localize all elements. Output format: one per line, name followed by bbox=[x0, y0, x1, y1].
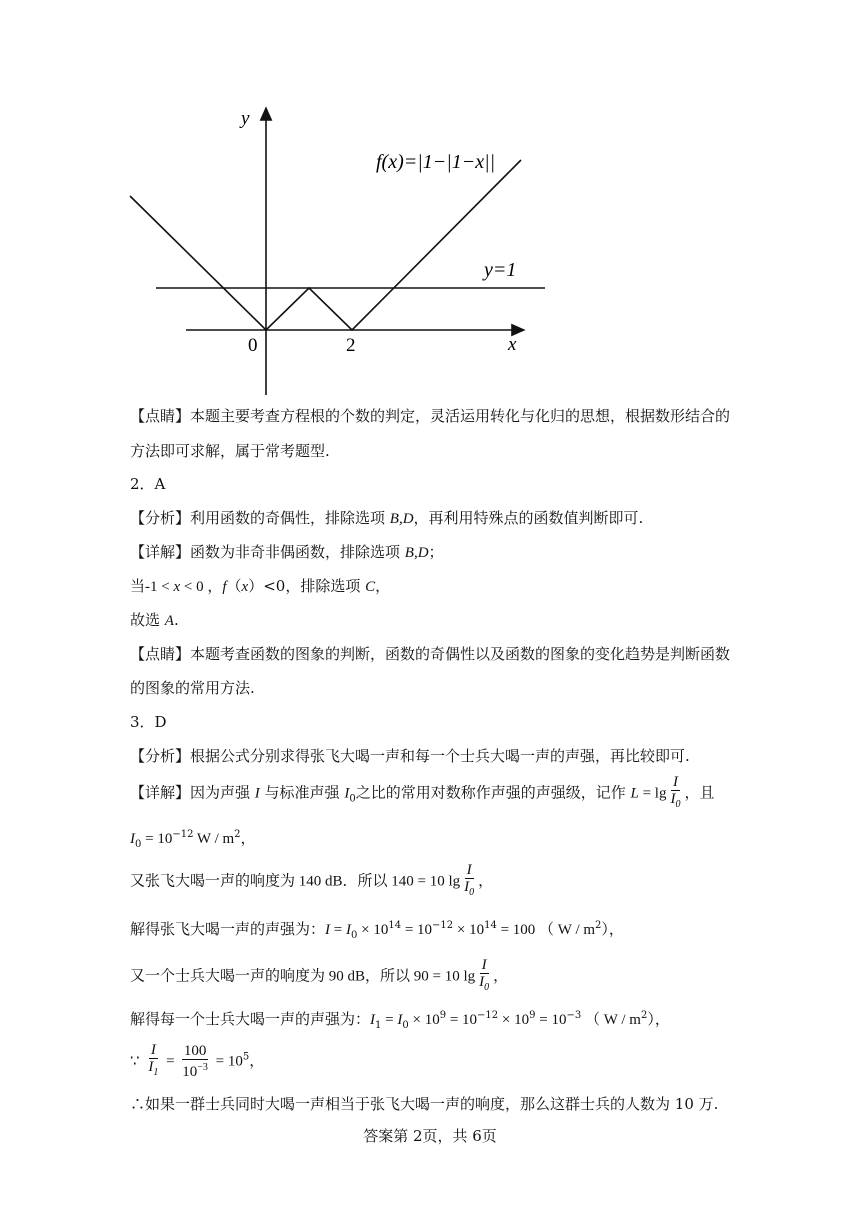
text: ， bbox=[375, 577, 391, 595]
text: = lg bbox=[638, 785, 667, 802]
text: （ W / m bbox=[581, 1012, 641, 1028]
fraction bbox=[146, 1042, 160, 1081]
analysis-2 bbox=[130, 507, 643, 528]
text: 【分析】利用函数的奇偶性，排除选项 bbox=[130, 509, 390, 527]
option-text: B,D bbox=[404, 545, 429, 561]
fraction bbox=[477, 957, 491, 996]
subscript: 1 bbox=[375, 1020, 382, 1031]
subscript: 0 bbox=[350, 930, 358, 941]
detail-3-line-7 bbox=[130, 1042, 264, 1081]
exponent: 2 bbox=[595, 920, 602, 931]
option-text: C bbox=[365, 579, 376, 595]
text: ， bbox=[249, 1051, 265, 1070]
var: x bbox=[173, 579, 181, 595]
exponent: −3 bbox=[566, 1010, 582, 1021]
remark-line-2 bbox=[130, 440, 330, 461]
text: = 10 bbox=[446, 1012, 478, 1028]
answer-2 bbox=[130, 473, 165, 494]
text: 又一个士兵大喝一声的响度为 90 dB，所以 90 = 10 lg bbox=[130, 968, 476, 985]
text: 解得每一个士兵大喝一声的声强为： bbox=[130, 1010, 371, 1028]
exponent: 14 bbox=[484, 920, 497, 931]
function-label: f(x)=|1−|1−x|| bbox=[376, 151, 496, 173]
fraction bbox=[180, 1043, 210, 1080]
exponent: −3 bbox=[197, 1062, 208, 1073]
var: I bbox=[479, 974, 485, 990]
exponent: 9 bbox=[439, 1010, 447, 1021]
text: = bbox=[381, 1012, 398, 1028]
text: = bbox=[162, 1053, 179, 1070]
text: ，再利用特殊点的函数值判断即可. bbox=[413, 509, 644, 527]
text: × 10 bbox=[498, 1012, 530, 1028]
text: × 10 bbox=[453, 922, 485, 938]
var: I bbox=[397, 1012, 403, 1028]
exponent: 2 bbox=[640, 1010, 648, 1021]
detail-2-cond bbox=[130, 575, 390, 596]
text: ）<0，排除选项 bbox=[248, 577, 366, 595]
var: I bbox=[325, 922, 331, 938]
var: L bbox=[630, 785, 639, 802]
text: ； bbox=[428, 543, 444, 561]
exponent: −12 bbox=[477, 1010, 499, 1021]
text: 【点睛】本题主要考查方程根的个数的判定，灵活运用转化与化归的思想，根据数形结合的 bbox=[130, 407, 731, 425]
conclusion-3 bbox=[130, 1093, 718, 1114]
subscript: 0 bbox=[484, 982, 490, 993]
text: 又张飞大喝一声的响度为 140 dB．所以 140 = 10 lg bbox=[130, 873, 461, 890]
choose-2 bbox=[130, 609, 179, 630]
remark-line-1 bbox=[130, 405, 730, 426]
option-text: A bbox=[164, 613, 174, 629]
detail-3-line-5 bbox=[130, 957, 508, 996]
because-symbol: ∵ bbox=[130, 1051, 145, 1070]
numerator: I bbox=[672, 774, 678, 790]
text: 之比的常用对数称作声强的声强级，记作 bbox=[355, 783, 631, 802]
exponent: 14 bbox=[388, 920, 402, 931]
numerator: I bbox=[481, 957, 487, 973]
numerator: 100 bbox=[183, 1043, 207, 1059]
text: ∴如果一群士兵同时大喝一声相当于张飞大喝一声的响度，那么这群士兵的人数为 10 万. bbox=[130, 1095, 719, 1113]
page-footer: 答案第 2页，共 6页 bbox=[363, 1127, 497, 1145]
remark-2-line-2 bbox=[130, 677, 255, 698]
y-axis-label: y bbox=[241, 108, 250, 129]
fraction bbox=[668, 774, 682, 813]
subscript: 0 bbox=[469, 887, 475, 898]
subscript: 0 bbox=[349, 793, 356, 805]
var: I bbox=[370, 1012, 376, 1028]
function-graph bbox=[0, 0, 860, 400]
option-text: B,D bbox=[389, 511, 414, 527]
text: = 10 bbox=[535, 1012, 567, 1028]
text: 方法即可求解，属于常考题型. bbox=[130, 442, 330, 460]
var: f bbox=[222, 579, 227, 595]
denominator bbox=[462, 879, 476, 901]
text: 故选 bbox=[130, 611, 165, 629]
subscript: 1 bbox=[153, 1067, 159, 1078]
detail-3-line-6 bbox=[130, 1008, 670, 1031]
subscript: 0 bbox=[402, 1020, 409, 1031]
text: ）， bbox=[601, 920, 624, 938]
answer-3 bbox=[130, 711, 167, 732]
var: I bbox=[344, 785, 350, 802]
denominator bbox=[668, 791, 682, 813]
var: x bbox=[241, 579, 249, 595]
var: I bbox=[254, 785, 260, 802]
text: = 10 bbox=[211, 1053, 243, 1070]
analysis-3 bbox=[130, 745, 690, 766]
text: 解得张飞大喝一声的声强为： bbox=[130, 920, 326, 938]
detail-2 bbox=[130, 541, 444, 562]
exponent: 5 bbox=[242, 1051, 250, 1063]
base: 10 bbox=[182, 1064, 198, 1080]
text: = bbox=[330, 922, 346, 938]
subscript: 0 bbox=[675, 799, 681, 810]
var: I bbox=[130, 831, 135, 847]
text: 【详解】因为声强 bbox=[130, 783, 255, 802]
hline-label: y=1 bbox=[484, 259, 517, 281]
text: ，且 bbox=[684, 783, 715, 802]
fraction bbox=[462, 862, 476, 901]
numerator: I bbox=[150, 1042, 156, 1058]
detail-3-line-3 bbox=[130, 862, 493, 901]
text: 2．A bbox=[130, 475, 166, 493]
text: ， bbox=[240, 829, 256, 847]
var: I bbox=[345, 922, 351, 938]
text: = 10 bbox=[401, 922, 433, 938]
denominator bbox=[180, 1060, 210, 1080]
denominator bbox=[477, 974, 491, 996]
exponent: 2 bbox=[234, 829, 241, 840]
function-curve bbox=[130, 160, 521, 330]
text: 与标准声强 bbox=[259, 783, 345, 802]
exponent: 9 bbox=[529, 1010, 536, 1021]
var: I bbox=[670, 791, 676, 807]
exponent: −12 bbox=[432, 920, 454, 931]
text: ， bbox=[493, 966, 509, 985]
origin-label: 0 bbox=[248, 335, 258, 356]
text: ）， bbox=[647, 1010, 670, 1028]
var: I bbox=[148, 1059, 154, 1075]
text: = 10 bbox=[141, 831, 173, 847]
text: ， bbox=[478, 871, 494, 890]
text: × 10 bbox=[408, 1012, 440, 1028]
detail-3-line-4 bbox=[130, 918, 624, 941]
text: 【详解】函数为非奇非偶函数，排除选项 bbox=[130, 543, 405, 561]
text: = 100 （ W / m bbox=[496, 922, 596, 938]
text: < 0 ， bbox=[180, 579, 223, 595]
text: （ bbox=[226, 577, 242, 595]
var: I bbox=[464, 879, 470, 895]
subscript: 0 bbox=[135, 839, 142, 850]
text: 【分析】根据公式分别求得张飞大喝一声和每一个士兵大喝一声的声强，再比较即可. bbox=[130, 747, 690, 765]
exponent: −12 bbox=[172, 829, 194, 840]
text: 当-1 < bbox=[130, 579, 174, 595]
numerator: I bbox=[466, 862, 472, 878]
detail-3-line-2 bbox=[130, 827, 256, 850]
text: 3．D bbox=[130, 713, 167, 731]
text: W / m bbox=[193, 831, 235, 847]
denominator bbox=[146, 1059, 160, 1081]
text: 【点睛】本题考查函数的图象的判断，函数的奇偶性以及函数的图象的变化趋势是判断函数 bbox=[130, 645, 731, 663]
text: . bbox=[173, 611, 179, 629]
text: 的图象的常用方法. bbox=[130, 679, 255, 697]
tick-label-2: 2 bbox=[346, 335, 356, 356]
detail-3-line-1 bbox=[130, 774, 714, 813]
remark-2-line-1 bbox=[130, 643, 730, 664]
text: × 10 bbox=[357, 922, 389, 938]
x-axis-label: x bbox=[508, 334, 517, 355]
